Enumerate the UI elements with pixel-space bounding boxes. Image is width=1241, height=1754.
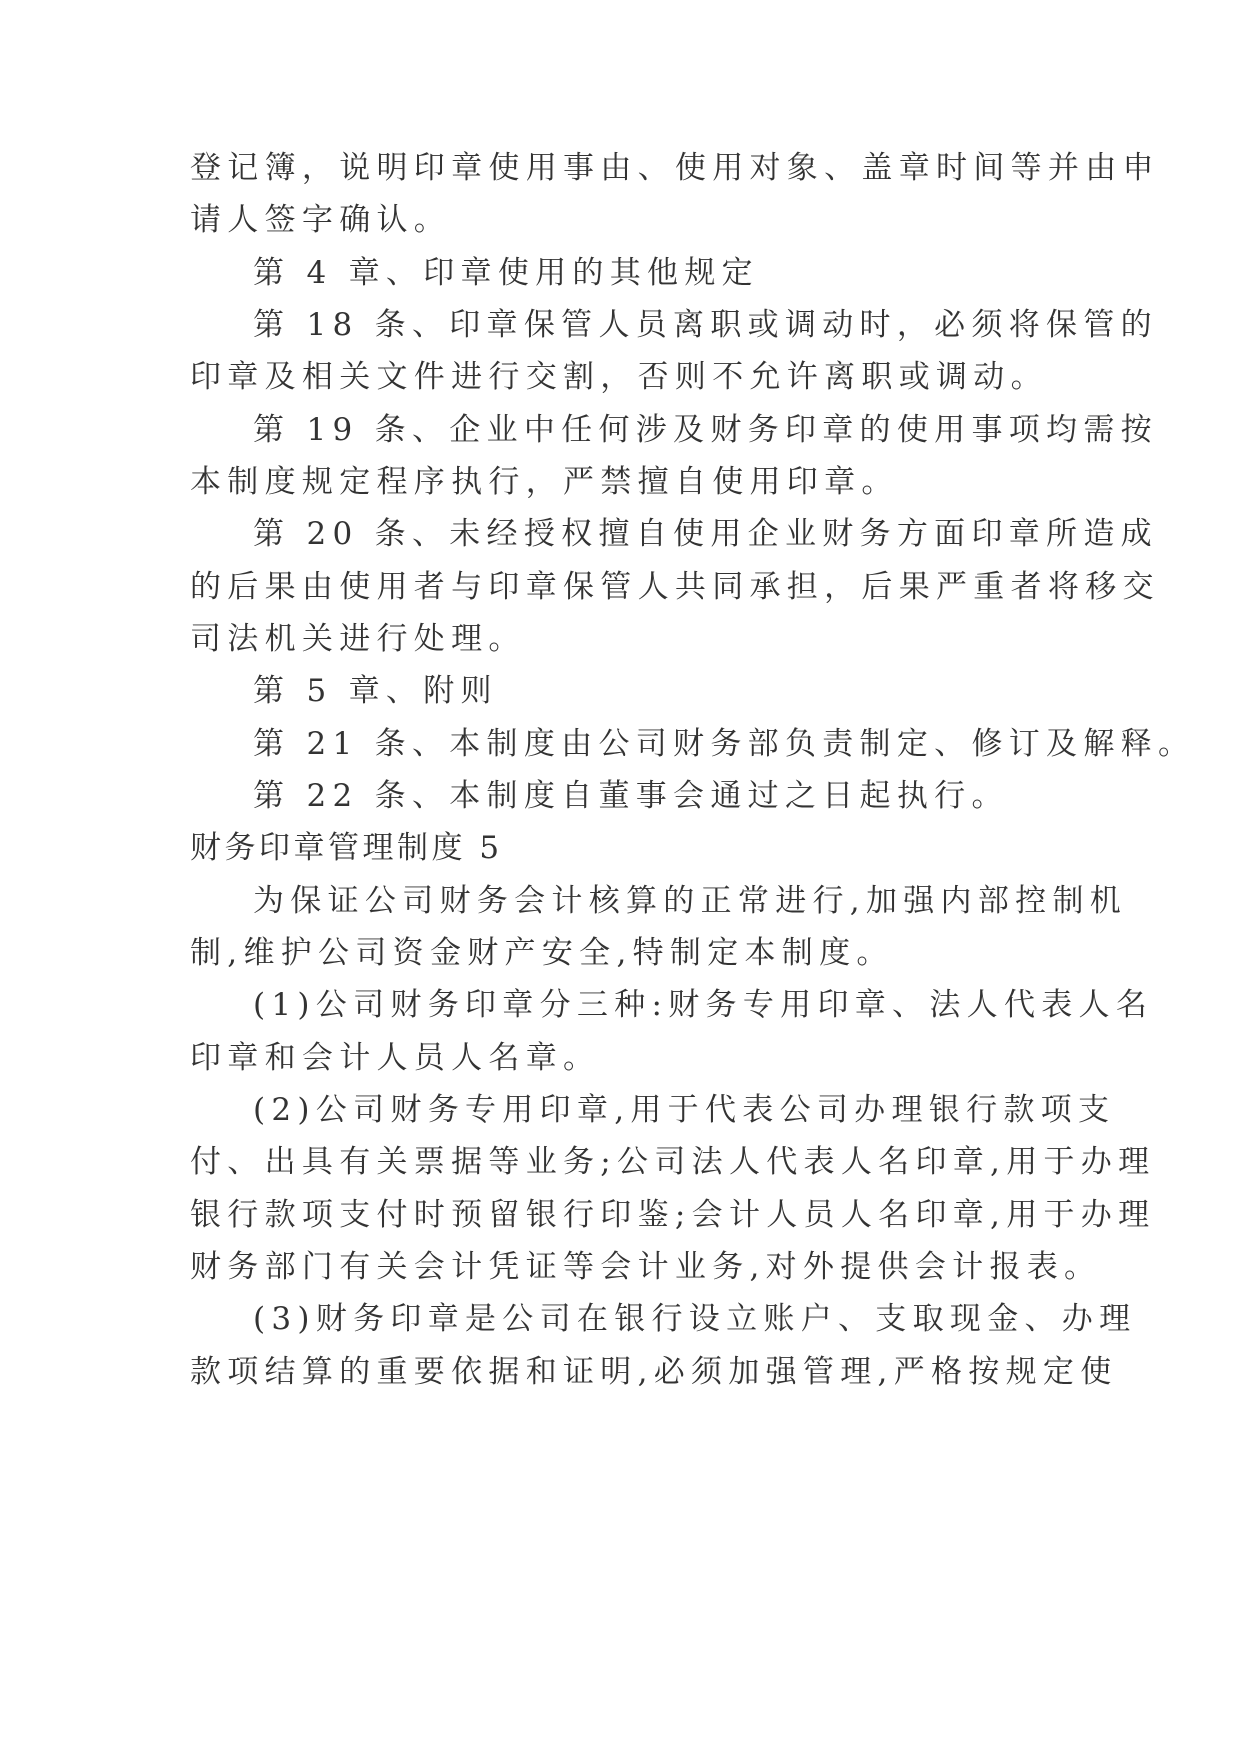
article-line: 第 19 条、企业中任何涉及财务印章的使用事项均需按	[253, 412, 1158, 448]
text-line: (1)公司财务印章分三种:财务专用印章、法人代表人名	[253, 987, 1154, 1023]
text-line: 财务部门有关会计凭证等会计业务,对外提供会计报表。	[190, 1249, 1102, 1285]
text-line: 的后果由使用者与印章保管人共同承担，后果严重者将移交	[190, 569, 1160, 605]
text-line: 请人签字确认。	[190, 202, 452, 238]
text-line: 银行款项支付时预留银行印鉴;会计人员人名印章,用于办理	[190, 1197, 1156, 1233]
text-line: 为保证公司财务会计核算的正常进行,加强内部控制机	[253, 883, 1128, 919]
text-line: (3)财务印章是公司在银行设立账户、支取现金、办理	[253, 1301, 1137, 1337]
chapter-heading: 第 5 章、附则	[253, 673, 498, 709]
text-line: 款项结算的重要依据和证明,必须加强管理,严格按规定使	[190, 1354, 1118, 1390]
article-line: 第 20 条、未经授权擅自使用企业财务方面印章所造成	[253, 516, 1158, 552]
chapter-heading: 第 4 章、印章使用的其他规定	[253, 255, 759, 291]
article-line: 第 21 条、本制度由公司财务部负责制定、修订及解释。	[253, 726, 1196, 762]
text-line: 制,维护公司资金财产安全,特制定本制度。	[190, 935, 894, 971]
text-line: 印章及相关文件进行交割，否则不允许离职或调动。	[190, 359, 1048, 395]
text-line: 本制度规定程序执行，严禁擅自使用印章。	[190, 464, 899, 500]
text-line: 司法机关进行处理。	[190, 621, 526, 657]
text-line: 付、出具有关票据等业务;公司法人代表人名印章,用于办理	[190, 1144, 1156, 1180]
section-title: 财务印章管理制度 5	[190, 830, 503, 866]
text-line: (2)公司财务专用印章,用于代表公司办理银行款项支	[253, 1092, 1116, 1128]
text-line: 印章和会计人员人名章。	[190, 1040, 601, 1076]
article-line: 第 18 条、印章保管人员离职或调动时，必须将保管的	[253, 307, 1158, 343]
text-line: 登记簿，说明印章使用事由、使用对象、盖章时间等并由申	[190, 150, 1160, 186]
article-line: 第 22 条、本制度自董事会通过之日起执行。	[253, 778, 1009, 814]
